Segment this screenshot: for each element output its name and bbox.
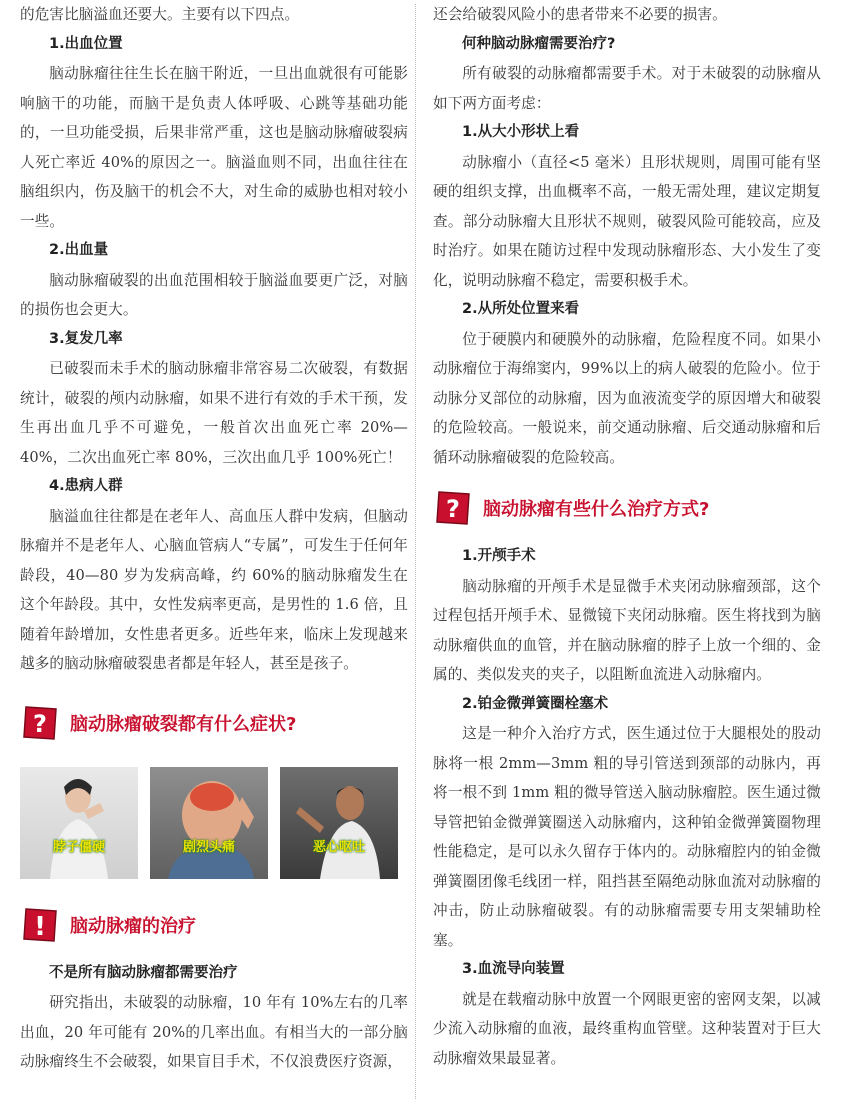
section-title-size-shape: 1.从大小形状上看 xyxy=(462,124,580,140)
section-text-location: 脑动脉瘤往往生长在脑干附近，一旦出血就很有可能影响脑干的功能，而脑干是负责人体呼吸、心跳等基础功能的，一旦功能受损，后果非常严重，这也是脑动脉瘤破裂病人死亡率近 40%的原因之一。脑溢血则不同，出血往往在脑组织内，伤及脑干的机会不大，对生命的威胁也相对较小一些。 xyxy=(20,65,408,230)
left-column xyxy=(20,0,408,1077)
section-title-craniotomy: 1.开颅手术 xyxy=(462,548,536,564)
section-text-size-shape: 动脉瘤小（直径<5 毫米）且形状规则，周围可能有坚硬的组织支撑，出血概率不高，一般无需处理，建议定期复查。部分动脉瘤大且形状不规则，破裂风险可能较高，应及时治疗。如果在随访过程中发现动脉瘤形态、大小发生了变化，说明动脉瘤不稳定，需要积极手术。 xyxy=(433,153,821,289)
section-text-flow-diverter: 就是在载瘤动脉中放置一个网眼更密的密网支架，以减少流入动脉瘤的血液，最终重构血管壁。这种装置对于巨大动脉瘤效果最显著。 xyxy=(433,990,821,1067)
heading-methods xyxy=(433,482,821,534)
section-text-position: 位于硬膜内和硬膜外的动脉瘤，危险程度不同。如果小动脉瘤位于海绵窦内，99%以上的病人破裂的危险小。位于动脉分叉部位的动脉瘤，因为血液流变学的原因增大和破裂的危险较高。一般说来，前交通动脉瘤、后交通动脉瘤和后循环动脉瘤破裂的危险较高。 xyxy=(433,330,821,466)
section-title-volume: 2.出血量 xyxy=(49,242,109,258)
caption-stiff-neck: 脖子僵硬 xyxy=(52,839,105,855)
section-text-coil-embolization: 这是一种介入治疗方式，医生通过位于大腿根处的股动脉将一根 2mm—3mm 粗的导引管送到颈部的动脉内，再将一根不到 1mm 粗的微导管送入脑动脉瘤腔。医生通过微导管把铂金微弹簧圈送入动脉瘤内，这种铂金微弹簧圈物理性能稳定，是可以永久留存于体内的。动脉瘤腔内的铂金微弹簧圈团像毛线团一样，阻挡甚至隔绝动脉血流对动脉瘤的冲击，防止动脉瘤破裂。有的动脉瘤需要专用支架辅助栓塞。 xyxy=(433,725,821,949)
woman-neck-pain-image xyxy=(20,767,138,879)
question-badge-icon xyxy=(433,488,473,528)
subheading-which: 何种脑动脉瘤需要治疗? xyxy=(462,35,616,52)
which-text: 所有破裂的动脉瘤都需要手术。对于未破裂的动脉瘤从如下两方面考虑： xyxy=(433,65,821,112)
section-title-position: 2.从所处位置来看 xyxy=(462,301,580,317)
continued-text: 还会给破裂风险小的患者带来不必要的损害。 xyxy=(433,6,727,23)
right-column xyxy=(433,0,821,1073)
section-title-recurrence: 3.复发几率 xyxy=(49,330,123,347)
section-text-craniotomy: 脑动脉瘤的开颅手术是显微手术夹闭动脉瘤颈部，这个过程包括开颅手术、显微镜下夹闭动脉瘤。医生将找到为脑动脉瘤供血的血管，并在脑动脉瘤的脖子上放一个细的、金属的、类似发夹的夹子，以阻断血流进入动脉瘤内。 xyxy=(433,577,821,683)
symptom-photos xyxy=(20,767,398,879)
not-all-text: 研究指出，未破裂的动脉瘤，10 年有 10%左右的几率出血，20 年可能有 20%的几率出血。有相当大的一部分脑动脉瘤终生不会破裂，如果盲目手术，不仅浪费医疗资源， xyxy=(20,994,408,1070)
question-badge-icon xyxy=(20,703,60,743)
section-title-population: 4.患病人群 xyxy=(49,478,123,494)
section-title-location: 1.出血位置 xyxy=(49,35,123,52)
section-text-volume: 脑动脉瘤破裂的出血范围相较于脑溢血要更广泛，对脑的损伤也会更大。 xyxy=(20,271,408,318)
heading-methods-title: 脑动脉瘤有些什么治疗方式? xyxy=(483,499,710,520)
heading-symptoms-title: 脑动脉瘤破裂都有什么症状? xyxy=(70,713,297,735)
photo-nausea xyxy=(280,767,398,879)
heading-symptoms xyxy=(20,697,408,749)
section-title-coil-embolization: 2.铂金微弹簧圈栓塞术 xyxy=(462,695,609,712)
man-nausea-image xyxy=(280,767,398,879)
subheading-not-all: 不是所有脑动脉瘤都需要治疗 xyxy=(49,964,238,981)
photo-headache xyxy=(150,767,268,879)
caption-headache: 剧烈头痛 xyxy=(182,839,235,855)
svg-text:?: ? xyxy=(33,709,47,738)
heading-treatment-title: 脑动脉瘤的治疗 xyxy=(70,915,196,937)
exclamation-badge-icon xyxy=(20,905,60,945)
section-text-population: 脑溢血往往都是在老年人、高血压人群中发病，但脑动脉瘤并不是老年人、心脑血管病人“专属”，可发生于任何年龄段，40—80 岁为发病高峰，约 60%的脑动脉瘤发生在这个年龄段。其中，女性发病率更高，是男性的 1.6 倍，且随着年龄增加，女性患者更多。近些年来，临床上发现越来越多的脑动脉瘤破裂患者都是年轻人，甚至是孩子。 xyxy=(20,507,408,672)
svg-text:!: ! xyxy=(34,911,46,942)
heading-treatment xyxy=(20,899,408,951)
man-headache-image xyxy=(150,767,268,879)
caption-nausea: 恶心呕吐 xyxy=(312,839,365,855)
section-title-flow-diverter: 3.血流导向装置 xyxy=(462,961,565,977)
column-divider xyxy=(415,4,416,1099)
section-text-recurrence: 已破裂而未手术的脑动脉瘤非常容易二次破裂，有数据统计，破裂的颅内动脉瘤，如果不进行有效的手术干预，发生再出血几乎不可避免，一般首次出血死亡率 20%—40%，二次出血死亡率 80%，三次出血几乎 100%死亡！ xyxy=(20,360,408,466)
photo-stiff-neck xyxy=(20,767,138,879)
intro-text: 的危害比脑溢血还要大。主要有以下四点。 xyxy=(20,6,300,23)
svg-text:?: ? xyxy=(446,495,460,523)
